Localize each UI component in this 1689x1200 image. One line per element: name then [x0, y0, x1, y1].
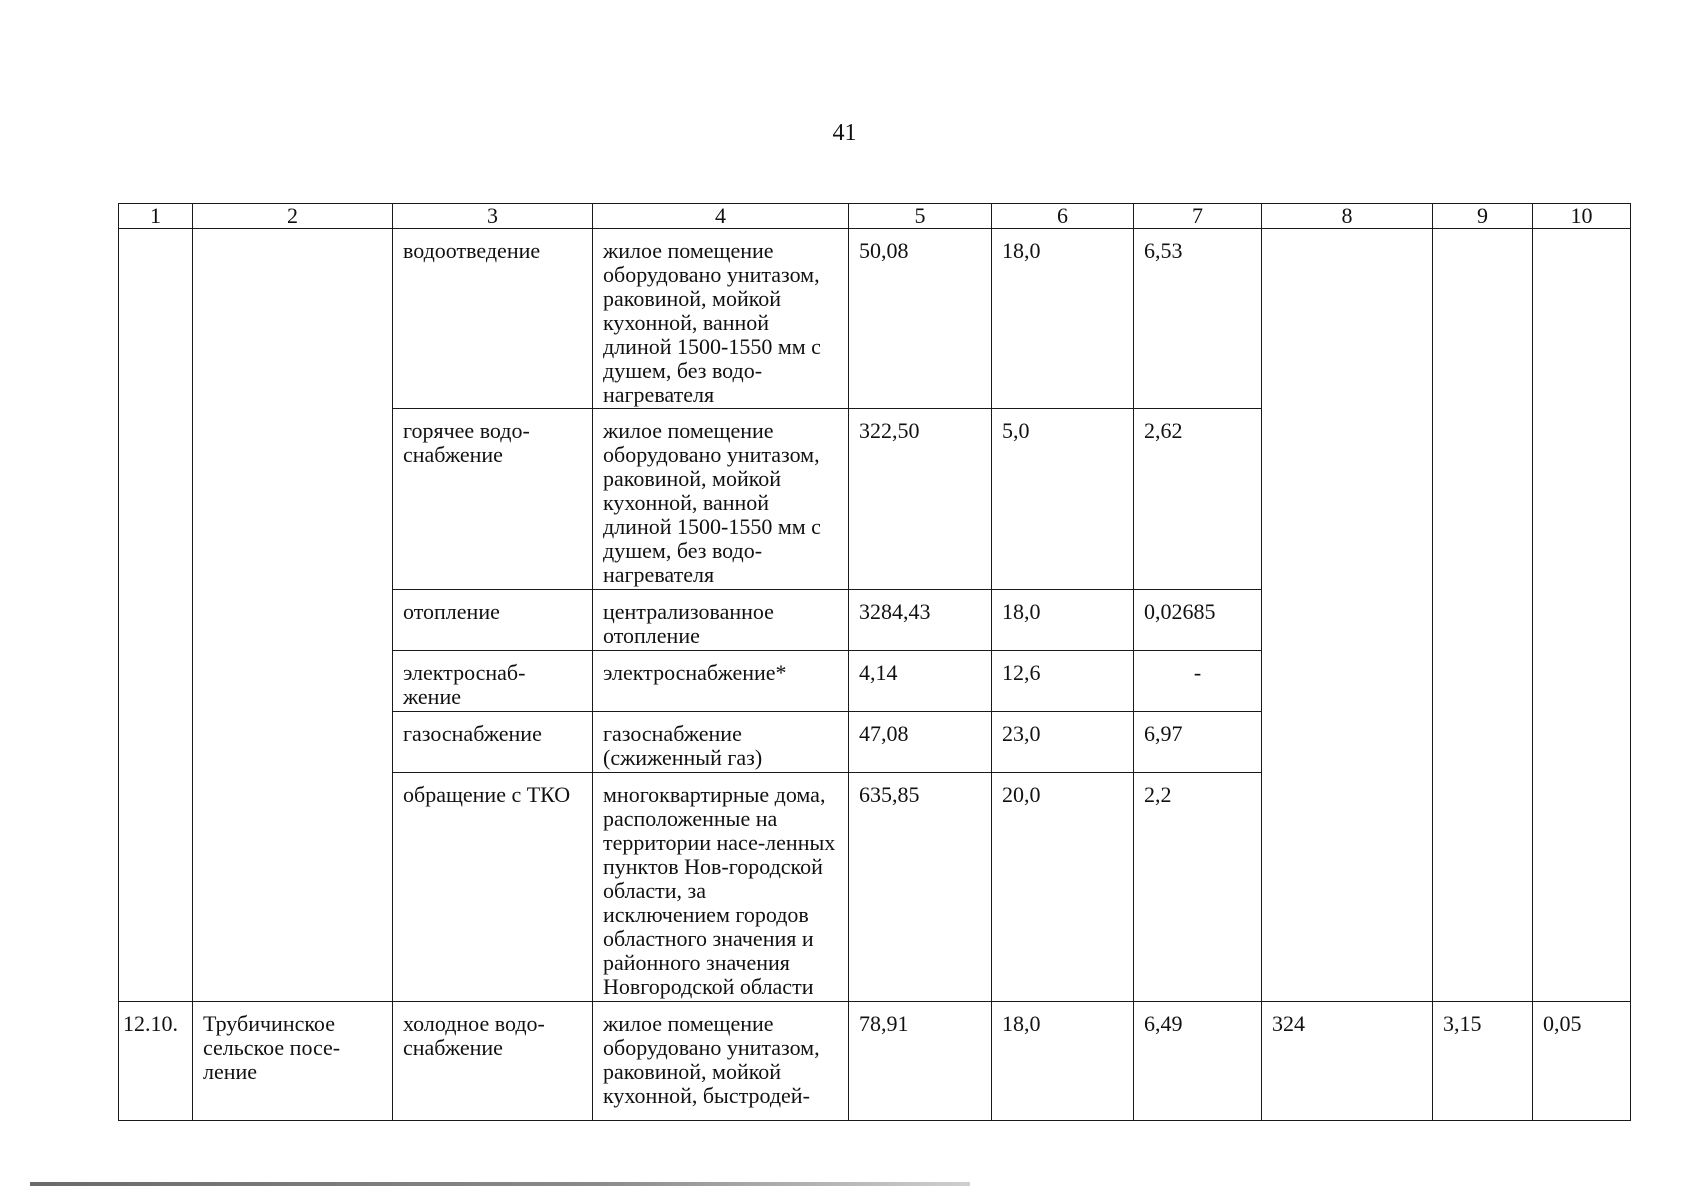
value-cell: 3,15: [1433, 1002, 1533, 1121]
row-number-cell: 12.10.: [119, 1002, 193, 1121]
page-number: 41: [832, 120, 857, 146]
merged-cell-9: [1433, 229, 1533, 1002]
service-cell: газоснабжение: [393, 712, 593, 773]
service-cell: отопление: [393, 590, 593, 651]
value-cell: 324: [1262, 1002, 1433, 1121]
tariff-table: [118, 203, 1631, 1121]
merged-cell-8: [1262, 229, 1433, 1002]
value-cell: 0,05: [1533, 1002, 1631, 1121]
service-cell: холодное водо-снабжение: [393, 1002, 593, 1121]
merged-cell-10: [1533, 229, 1631, 1002]
description-cell: многоквартирные дома, расположенные на территории насе-ленных пунктов Нов-городской области, за исключением городов областного значения и районного значения Новгородской области: [593, 773, 849, 1002]
column-number: 8: [1262, 204, 1433, 229]
value-cell: 6,49: [1134, 1002, 1262, 1121]
value-cell: 12,6: [992, 651, 1134, 712]
description-cell: электроснабжение*: [593, 651, 849, 712]
value-cell: 322,50: [849, 409, 992, 590]
value-cell: 6,97: [1134, 712, 1262, 773]
value-cell: 6,53: [1134, 229, 1262, 409]
table-row: [119, 229, 1631, 409]
value-cell: 5,0: [992, 409, 1134, 590]
description-cell: жилое помещение оборудовано унитазом, раковиной, мойкой кухонной, ванной длиной 1500-1550 мм с душем, без водо-нагревателя: [593, 229, 849, 409]
column-number: 2: [193, 204, 393, 229]
settlement-cell: Трубичинское сельское посе-ление: [193, 1002, 393, 1121]
column-number: 4: [593, 204, 849, 229]
description-cell: жилое помещение оборудовано унитазом, раковиной, мойкой кухонной, быстродей-: [593, 1002, 849, 1121]
scan-edge-line: [30, 1182, 970, 1186]
value-cell: -: [1134, 651, 1262, 712]
value-cell: 4,14: [849, 651, 992, 712]
merged-settlement-cell: [193, 229, 393, 1002]
value-cell: 50,08: [849, 229, 992, 409]
value-cell: 47,08: [849, 712, 992, 773]
value-cell: 18,0: [992, 229, 1134, 409]
value-cell: 0,02685: [1134, 590, 1262, 651]
column-number: 3: [393, 204, 593, 229]
value-cell: 635,85: [849, 773, 992, 1002]
column-number: 10: [1533, 204, 1631, 229]
service-cell: водоотведение: [393, 229, 593, 409]
value-cell: 20,0: [992, 773, 1134, 1002]
column-number: 7: [1134, 204, 1262, 229]
value-cell: 18,0: [992, 1002, 1134, 1121]
value-cell: 3284,43: [849, 590, 992, 651]
description-cell: централизованное отопление: [593, 590, 849, 651]
service-cell: обращение с ТКО: [393, 773, 593, 1002]
description-cell: газоснабжение (сжиженный газ): [593, 712, 849, 773]
table-row: [119, 1002, 1631, 1121]
service-cell: электроснаб-жение: [393, 651, 593, 712]
value-cell: 18,0: [992, 590, 1134, 651]
column-number: 5: [849, 204, 992, 229]
description-cell: жилое помещение оборудовано унитазом, раковиной, мойкой кухонной, ванной длиной 1500-1550 мм с душем, без водо-нагревателя: [593, 409, 849, 590]
column-number: 6: [992, 204, 1134, 229]
service-cell: горячее водо-снабжение: [393, 409, 593, 590]
value-cell: 2,62: [1134, 409, 1262, 590]
column-number-row: [119, 204, 1631, 229]
column-number: 1: [119, 204, 193, 229]
merged-number-cell: [119, 229, 193, 1002]
value-cell: 23,0: [992, 712, 1134, 773]
column-number: 9: [1433, 204, 1533, 229]
value-cell: 2,2: [1134, 773, 1262, 1002]
value-cell: 78,91: [849, 1002, 992, 1121]
